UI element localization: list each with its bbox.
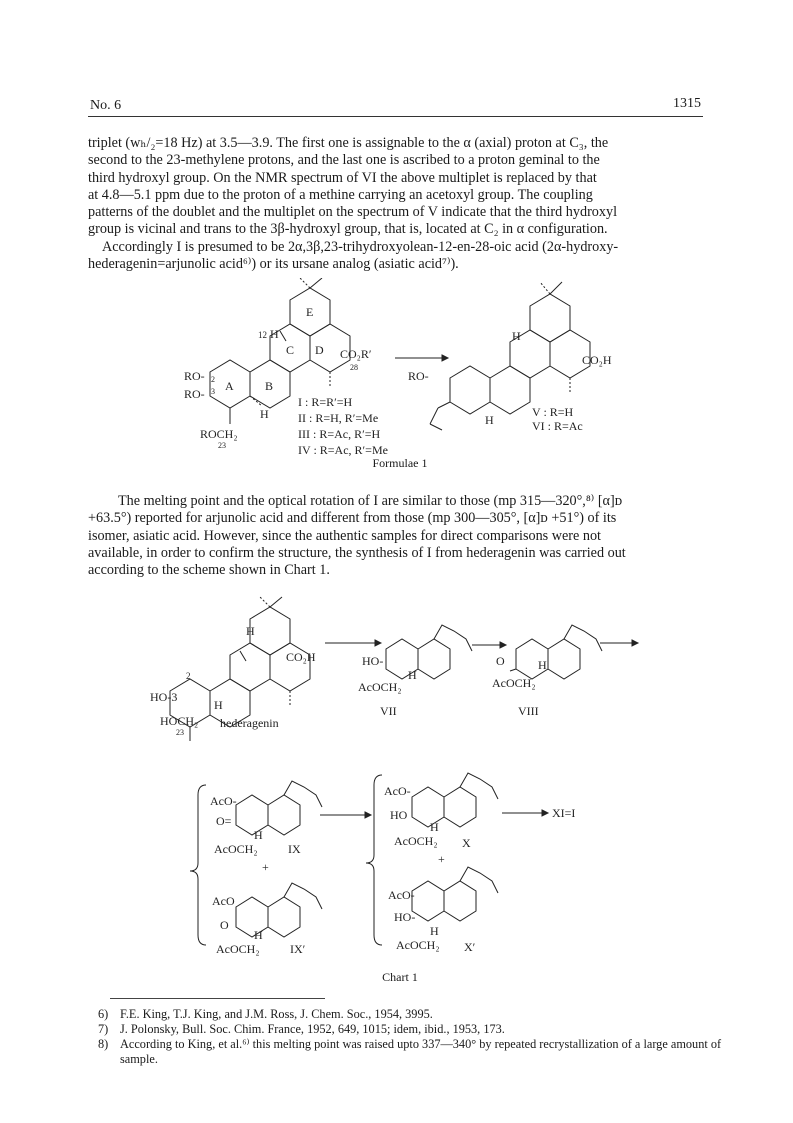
text-line: triplet (wₕ/₂=18 Hz) at 3.5—3.9. The first one is assignable to the α (axial) proton at C₃, the [88, 135, 609, 151]
compound-label: X′ [464, 940, 476, 954]
atom-label: HO [390, 808, 408, 822]
compound-label: VII [380, 704, 397, 718]
footnote [98, 1022, 738, 1037]
atom-label: H [430, 820, 439, 834]
atom-label: AcOCH₂ [396, 938, 440, 952]
compound-label: I : R=R′=H [298, 395, 353, 409]
atom-label: AcOCH₂ [492, 676, 536, 690]
atom-label: 12 [258, 330, 267, 340]
atom-label: RO- [408, 369, 429, 383]
text-line: isomer, asiatic acid. However, since the authentic samples for direct comparisons were not [88, 527, 601, 544]
ring-label-b: B [265, 379, 274, 393]
ring-label-e: E [306, 305, 314, 319]
compound-label: III : R=Ac, R′=H [298, 427, 381, 441]
atom-label: H [485, 413, 494, 427]
product-label: XI=I [552, 806, 576, 820]
ring-label-a: A [225, 379, 234, 393]
footnote-number: 7) [98, 1022, 109, 1036]
compound-label: IV : R=Ac, R′=Me [298, 443, 388, 457]
footnote-text: J. Polonsky, Bull. Soc. Chim. France, 1952, 649, 1015; idem, ibid., 1953, 173. [120, 1022, 505, 1036]
atom-label: H [246, 624, 255, 638]
atom-label: HO-3 [150, 690, 178, 704]
atom-label: ROCH₂ [200, 427, 238, 441]
compound-label: II : R=H, R′=Me [298, 411, 379, 425]
compound-label: V : R=H [532, 405, 574, 419]
text-line: available, in order to confirm the structure, the synthesis of I from hederagenin was carried out [88, 544, 626, 561]
atom-label: H [538, 658, 547, 672]
atom-label: H [512, 329, 521, 343]
page-number: 1315 [673, 96, 701, 111]
atom-label: H [254, 828, 263, 842]
atom-label: CO₂H [582, 353, 612, 367]
footnote-text: According to King, et al.⁶⁾ this melting point was raised upto 337—340° by repeated recrystallization of a large amount of sample. [120, 1037, 722, 1066]
footnote [98, 1007, 738, 1022]
plus-sign: + [262, 860, 269, 874]
plus-sign: + [438, 852, 445, 866]
atom-label: O [496, 654, 505, 668]
atom-label: AcOCH₂ [216, 942, 260, 956]
text-line: according to the scheme shown in Chart 1. [88, 562, 330, 579]
atom-label: H [214, 698, 223, 712]
text-line: at 4.8—5.1 ppm due to the proton of a methine carrying an acetoxyl group. The coupling [88, 186, 593, 203]
atom-label: RO- [184, 369, 205, 383]
compound-label: X [462, 836, 471, 850]
atom-label: AcOCH₂ [214, 842, 258, 856]
atom-label: CO₂H [286, 650, 316, 664]
formulae-caption: Formulae 1 [372, 456, 428, 470]
atom-label: 23 [218, 441, 226, 450]
journal-issue: No. 6 [90, 98, 122, 113]
text-line: patterns of the doublet and the multiplet on the spectrum of V indicate that the third hydroxyl [88, 204, 618, 221]
atom-label: 3 [211, 387, 215, 396]
atom-label: H [430, 924, 439, 938]
text-line: Accordingly I is presumed to be 2α,3β,23-trihydroxyolean-12-en-28-oic acid (2α-hydroxy- [102, 238, 619, 255]
atom-label: HO- [394, 910, 416, 924]
paragraph-nmr [88, 135, 705, 273]
chart-1-scheme [150, 595, 650, 975]
text-line: group is vicinal and trans to the 3β-hydroxyl group, that is, located at C₂ in α configuration. [88, 221, 608, 238]
atom-label: HOCH₂ [160, 714, 199, 728]
ring-label-c: C [286, 343, 295, 357]
atom-label: 2 [186, 671, 191, 681]
footnote-number: 8) [98, 1037, 109, 1051]
atom-label: 28 [350, 363, 358, 372]
atom-label: AcO- [210, 794, 237, 808]
atom-label: AcO- [388, 888, 415, 902]
atom-label: H [408, 668, 417, 682]
atom-label: H [254, 928, 263, 942]
atom-label: AcOCH₂ [358, 680, 402, 694]
footnote-number: 6) [98, 1007, 109, 1021]
footnote-rule [110, 998, 325, 999]
atom-label: CO₂R′ [340, 347, 372, 361]
text-line: third hydroxyl group. On the NMR spectrum of VI the above multiplet is replaced by that [88, 169, 597, 186]
atom-label: AcO [212, 894, 235, 908]
footnote [98, 1037, 738, 1067]
text-line: hederagenin=arjunolic acid⁶⁾) or its ursane analog (asiatic acid⁷⁾). [88, 256, 459, 273]
atom-label: H [260, 407, 269, 421]
running-header [88, 96, 703, 117]
atom-label: RO- [184, 387, 205, 401]
compound-label: IX′ [290, 942, 306, 956]
text-line: +63.5°) reported for arjunolic acid and different from those (mp 300—305°, [α]ᴅ +51°) of its [88, 510, 617, 527]
compound-label: VI : R=Ac [532, 419, 583, 433]
compound-label: VIII [518, 704, 539, 718]
atom-label: 2 [211, 375, 215, 384]
atom-label: AcO- [384, 784, 411, 798]
text-line: second to the 23-methylene protons, and the last one is ascribed to a proton geminal to the [88, 152, 600, 169]
chart-caption: Chart 1 [382, 970, 418, 984]
atom-label: 23 [176, 728, 184, 737]
formulae-1-figure [180, 278, 640, 468]
ring-label-d: D [315, 343, 324, 357]
text-line: The melting point and the optical rotation of I are similar to those (mp 315—320°,⁸⁾ [α]ᴅ [118, 493, 623, 509]
paragraph-melting-point [88, 493, 705, 579]
footnotes [98, 1007, 738, 1067]
atom-label: H [270, 327, 279, 341]
atom-label: AcOCH₂ [394, 834, 438, 848]
footnote-text: F.E. King, T.J. King, and J.M. Ross, J. Chem. Soc., 1954, 3995. [120, 1007, 433, 1021]
atom-label: O= [216, 814, 232, 828]
atom-label: O [220, 918, 229, 932]
compound-name: hederagenin [220, 716, 279, 730]
compound-label: IX [288, 842, 301, 856]
atom-label: HO- [362, 654, 384, 668]
